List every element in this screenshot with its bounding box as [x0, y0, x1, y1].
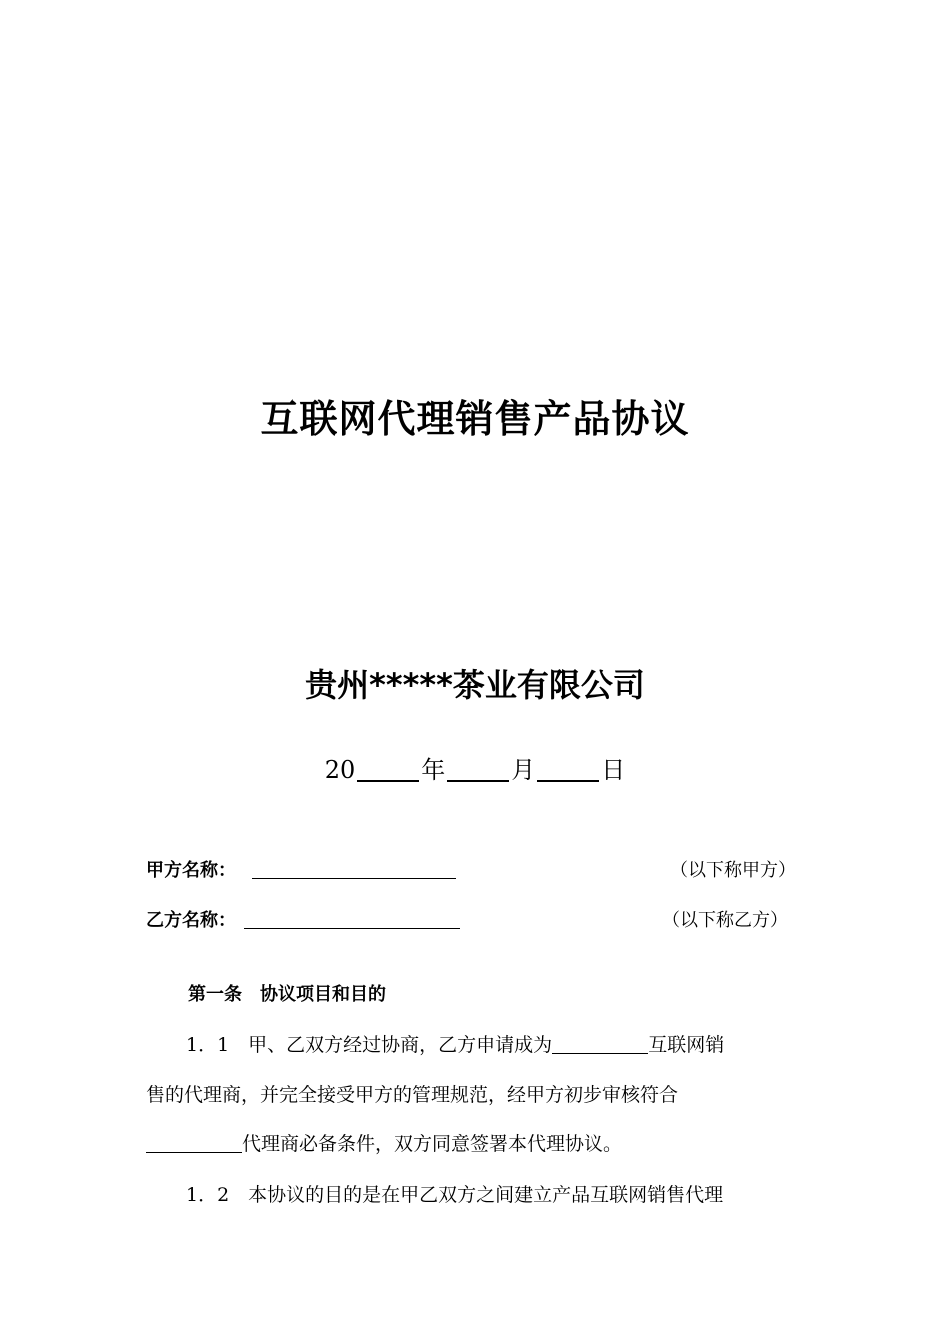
clause-1-1-text-c: 代理商必备条件，双方同意签署本代理协议。: [242, 1133, 623, 1155]
party-a-name-blank: [252, 878, 456, 879]
party-b-name-blank: [244, 928, 460, 929]
day-blank: [537, 756, 599, 782]
date-line: [0, 750, 950, 785]
company-name: 贵州*****茶业有限公司: [305, 666, 645, 704]
clause-1-1-line-1: [186, 1030, 724, 1057]
party-b-note: （以下称乙方）: [662, 910, 788, 931]
date-prefix: 20: [324, 756, 356, 784]
document-title: 互联网代理销售产品协议: [260, 397, 690, 441]
clause-1-1-text-a: 1．1 甲、乙双方经过协商，乙方申请成为: [186, 1034, 553, 1056]
month-label: 月: [511, 756, 536, 784]
party-a-label: 甲方名称：: [146, 860, 236, 881]
year-blank: [357, 756, 419, 782]
article-1-title: 第一条 协议项目和目的: [188, 984, 386, 1005]
month-blank: [447, 756, 509, 782]
clause-1-2-line-1: 1．2 本协议的目的是在甲乙双方之间建立产品互联网销售代理: [186, 1184, 724, 1206]
party-a-row: [146, 856, 810, 886]
party-b-label: 乙方名称：: [146, 910, 236, 931]
party-a-note: （以下称甲方）: [670, 860, 796, 881]
day-label: 日: [601, 756, 626, 784]
clause-1-1-line-2: 售的代理商，并完全接受甲方的管理规范，经甲方初步审核符合: [146, 1084, 679, 1106]
party-b-row: [146, 906, 810, 936]
year-label: 年: [421, 756, 446, 784]
product-blank: [552, 1033, 648, 1054]
clause-1-1-line-3: [146, 1129, 622, 1156]
condition-blank: [146, 1132, 242, 1153]
clause-1-1-text-b: 互联网销: [648, 1034, 725, 1056]
